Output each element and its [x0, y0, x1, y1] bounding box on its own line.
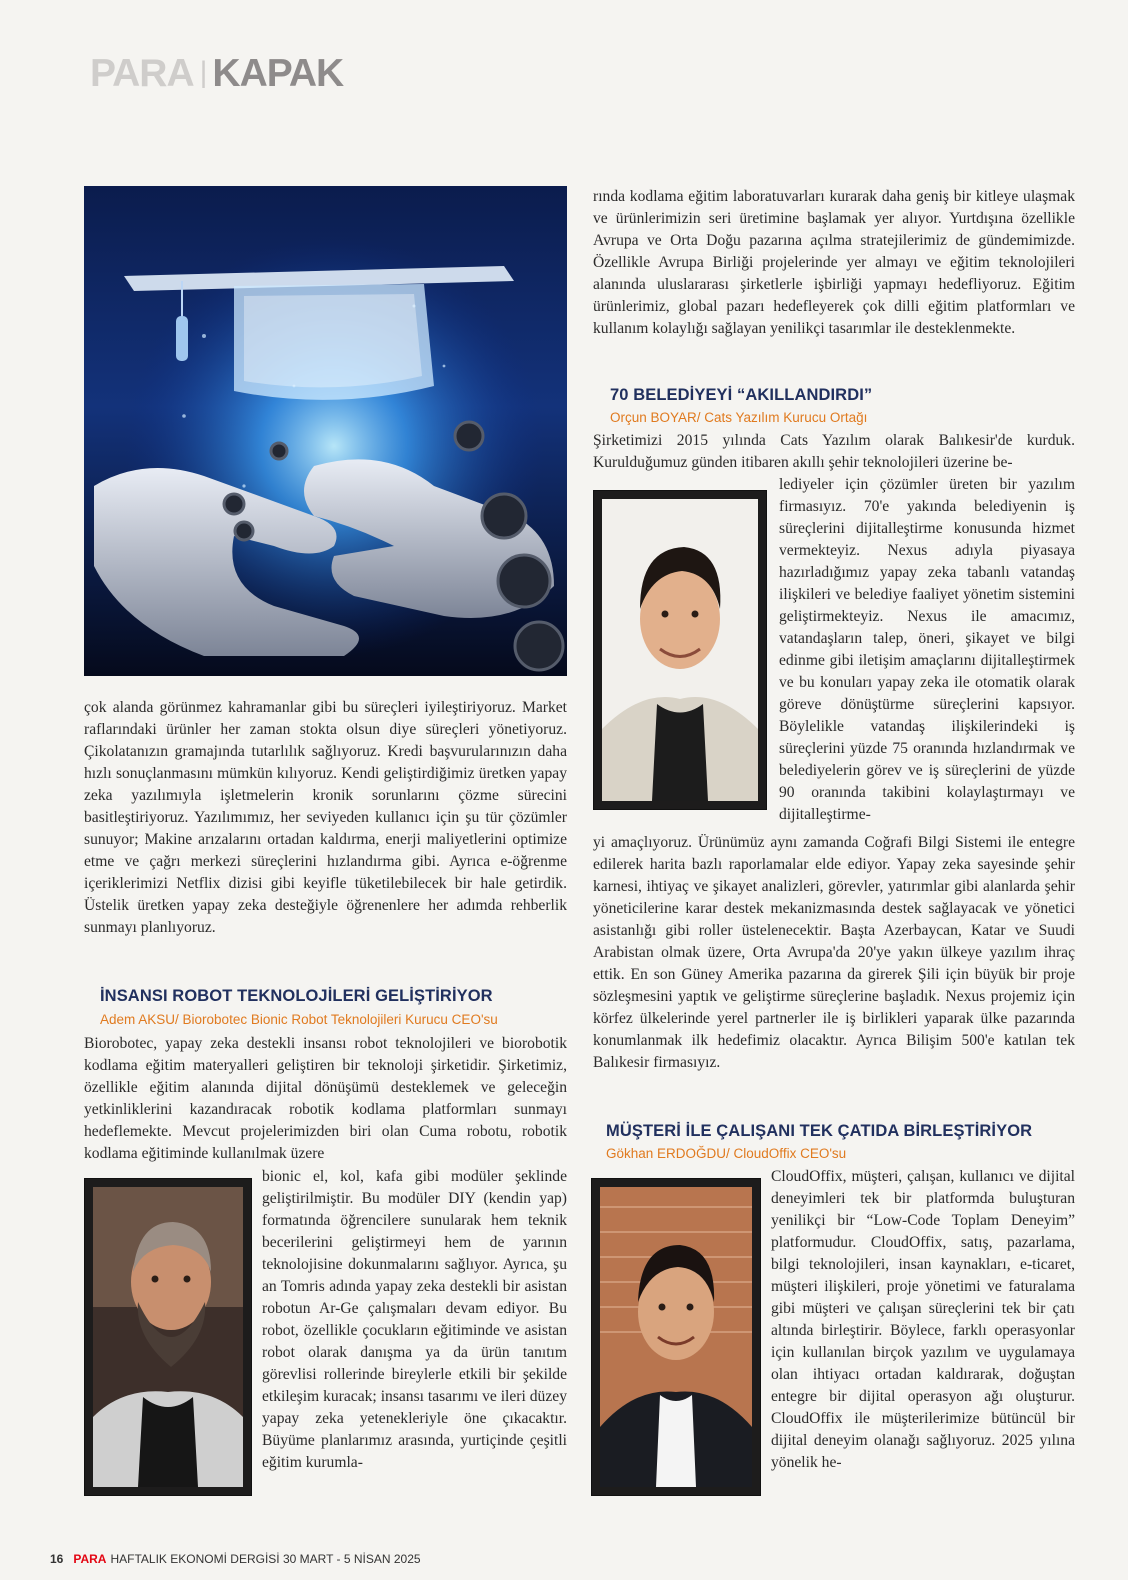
- footer-issue: HAFTALIK EKONOMİ DERGİSİ 30 MART - 5 NİSAN 2025: [110, 1552, 421, 1566]
- magazine-name: PARA: [90, 52, 194, 95]
- portrait-orcun-boyar: [593, 490, 767, 810]
- biorobotec-text-full: Biorobotec, yapay zeka destekli insansı robot teknolojileri ve biorobotik kodlama eğitim materyalleri geliştiren bir teknoloji şirketidir. Şirketimiz, özellikle eğitim alanında dijital dönüşümü desteklemek ve geleceğin yetkinliklerini kazandıracak robotik kodlama platformları sunmayı hedeflemekte. Mevcut projelerimizden biri olan Cuma robotu, robotik kodlama eğitiminde kullanılmak üzere: [84, 1035, 567, 1162]
- biorobotec-text-continued: rında kodlama eğitim laboratuvarları kurarak daha geniş bir kitleye ulaşmak ve ürünlerimizin seri üretimine başlamak yer alıyor. Yurtdışına özellikle Avrupa ve Orta Doğu pazarına açılma stratejilerimiz de gündemimizde. Özellikle Avrupa Birliği projelerinde yer almayı ve eğitim teknolojileri alanında uluslararası şirketlerle işbirliği yapmayı hedefliyoruz. Eğitim ürünlerimiz, global pazarı hedefleyerek çok dilli eğitim platformları ve kullanım kolaylığı sağlayan yenilikçi tasarımlar ile desteklenmekte.: [593, 188, 1075, 337]
- person-photo-icon: [602, 499, 758, 801]
- header-divider: |: [199, 56, 207, 89]
- page-footer: [50, 1552, 421, 1566]
- footer-brand: PARA: [73, 1552, 107, 1566]
- portrait-adem-aksu: [84, 1178, 252, 1496]
- intro-paragraph: çok alanda görünmez kahramanlar gibi bu süreçleri iyileştiriyoruz. Market raflarındaki ürünler her zaman stokta olsun diye süreçleri yönetiyoruz. Çikolatanızın gramajında tutarlılık sağlıyoruz. Kredi başvurularınızın daha hızlı sonuçlanmasını mümkün kılıyoruz. Kendi geliştirdiğimiz üretken yapay zeka yazılımıyla işletmelerin kronik sorunlarını çözme sürecini basitleştiriyoruz. Yazılımımız, her seviyeden kullanıcı için şu tür çözümler sunuyor; Makine arızalarını ortadan kaldırma, enerji maliyetlerini optimize etme ve çağrı merkezi süreçlerini hızlandırma gibi. Ayrıca e-öğrenme içeriklerimizi Netflix dizisi gibi keyifle tüketilebilecek bir hale getirdik. Üstelik üretken yapay zeka desteğiyle öğrenenlere her adımda rehberlik sunmayı planlıyoruz.: [84, 699, 567, 936]
- section-heading-cats-yazilim: 70 BELEDİYEYİ “AKILLANDIRDI”: [610, 386, 873, 404]
- hero-image: [84, 186, 567, 676]
- biorobotec-text-wrap: bionic el, kol, kafa gibi modüler şeklinde geliştirilmiştir. Bu modüler DIY (kendin yap) formatında öğrencilere sunularak hem teknik becerilerini geliştirmeyi hem de yarının teknolojisine dokunmalarını sağlıyor. Ayrıca, şu an Tomris adında yapay zeka destekli bir asistan robotun Ar-Ge çalışmaları devam ediyor. Bu robot, özellikle çocukların eğitiminde ve asistan robot olarak danışma ya da ürün tanıtım görevlisi rollerinde bireylerle etkili bir şekilde etkileşim kuracak; insansı tasarımı ve ileri düzey yapay zeka yetenekleriyle öne çıkacaktır. Büyüme planlarımız arasında, yurtiçinde çeşitli eğitim kurumla-: [262, 1168, 567, 1471]
- cats-text-full: Şirketimizi 2015 yılında Cats Yazılım olarak Balıkesir'de kurduk. Kurulduğumuz günden itibaren akıllı şehir teknolojileri üzerine be-: [593, 432, 1075, 471]
- byline-gokhan-erdogdu: Gökhan ERDOĞDU/ CloudOffix CEO'su: [606, 1146, 847, 1161]
- person-photo-icon: [93, 1187, 243, 1487]
- portrait-gokhan-erdogdu: [591, 1178, 761, 1496]
- cats-text-after: yi amaçlıyoruz. Ürünümüz aynı zamanda Coğrafi Bilgi Sistemi ile entegre edilerek harita bazlı raporlamalar elde ediyor. Yapay zeka sayesinde şehir karnesi, ihtiyaç ve şikayet analizleri, görevler, yatırımlar gibi alanlarda şehir yöneticilerine karar destek mekanizmasında destek sağlayacak ve yönetici asistanlığı gibi roller üstelenecektir. Başta Azerbaycan, Katar ve Suudi Arabistan olmak üzere, Orta Avrupa'da 20'ye yakın ülkeye yazılım ihraç ettik. En son Güney Amerika pazarına da girerek Şili için büyük bir proje sözleşmesini yaptık ve geliştirme süreçlerine başladık. Nexus projemiz için körfez ülkelerinde yerel partnerler ile iş birlikleri yaparak ülke pazarında konumlanmak ilk hedefimiz olacaktır. Ayrıca Bilişim 500'e katılan tek Balıkesir firmasıyız.: [593, 834, 1075, 1071]
- cloudoffix-text-wrap: CloudOffix, müşteri, çalışan, kullanıcı ve dijital deneyimleri tek bir platformda buluşturan yenilikçi bir “Low-Code Toplam Deneyim” platformudur. CloudOffix, satış, pazarlama, bilgi teknolojileri, insan kaynakları, e-ticaret, müşteri ilişkileri, proje yönetimi ve faturalama gibi müşteri ve çalışan süreçlerini tek bir çatı altında birleştirir. Böylece, farklı operasyonlar için kullanılan birçok yazılım ve uygulamaya olan ihtiyacı ortadan kaldırarak, doğuştan entegre bir dijital operasyon ağı oluşturur. CloudOffix ile müşterilerimize bütüncül bir dijital deneyim olanağı sağlıyoruz. 2025 yılına yönelik he-: [771, 1168, 1075, 1471]
- byline-adem-aksu: Adem AKSU/ Biorobotec Bionic Robot Teknolojileri Kurucu CEO'su: [100, 1012, 498, 1027]
- person-photo-icon: [600, 1187, 752, 1487]
- cats-text-wrap: lediyeler için çözümler üreten bir yazılım firmasıyız. 70'e yakında belediyenin iş süreçlerini dijitalleştirme konusunda hizmet vermekteyiz. Nexus adıyla piyasaya hazırladığımız yapay zeka tabanlı vatandaş ilişkileri ve belediye faaliyet yönetim sistemini geliştirmekteyiz. Nexus ile amacımız, vatandaşların talep, öneri, şikayet ve bilgi edinme gibi iletişim amaçlarını dijitalleştirmek ve bu konuları yapay zeka ile otomatik olarak göreve dönüştürme süreçlerini kapsıyor. Böylelikle vatandaş ilişkilerindeki iş süreçlerini yüzde 75 oranında hızlandırmak ve belediyelerin görev ve iş süreçlerini de yüzde 90 oranında takibini kolaylaştırmayı ve dijitalleştirme-: [779, 476, 1075, 823]
- byline-orcun-boyar: Orçun BOYAR/ Cats Yazılım Kurucu Ortağı: [610, 410, 868, 425]
- section-title: KAPAK: [212, 52, 344, 95]
- page-number: 16: [50, 1552, 64, 1566]
- section-heading-cloudoffix: MÜŞTERİ İLE ÇALIŞANI TEK ÇATIDA BİRLEŞTİRİYOR: [606, 1122, 1033, 1140]
- section-heading-biorobotec: İNSANSI ROBOT TEKNOLOJİLERİ GELİŞTİRİYOR: [100, 987, 493, 1005]
- robot-hand-graduation-cap-illustration: [84, 186, 567, 676]
- section-header: [90, 52, 343, 96]
